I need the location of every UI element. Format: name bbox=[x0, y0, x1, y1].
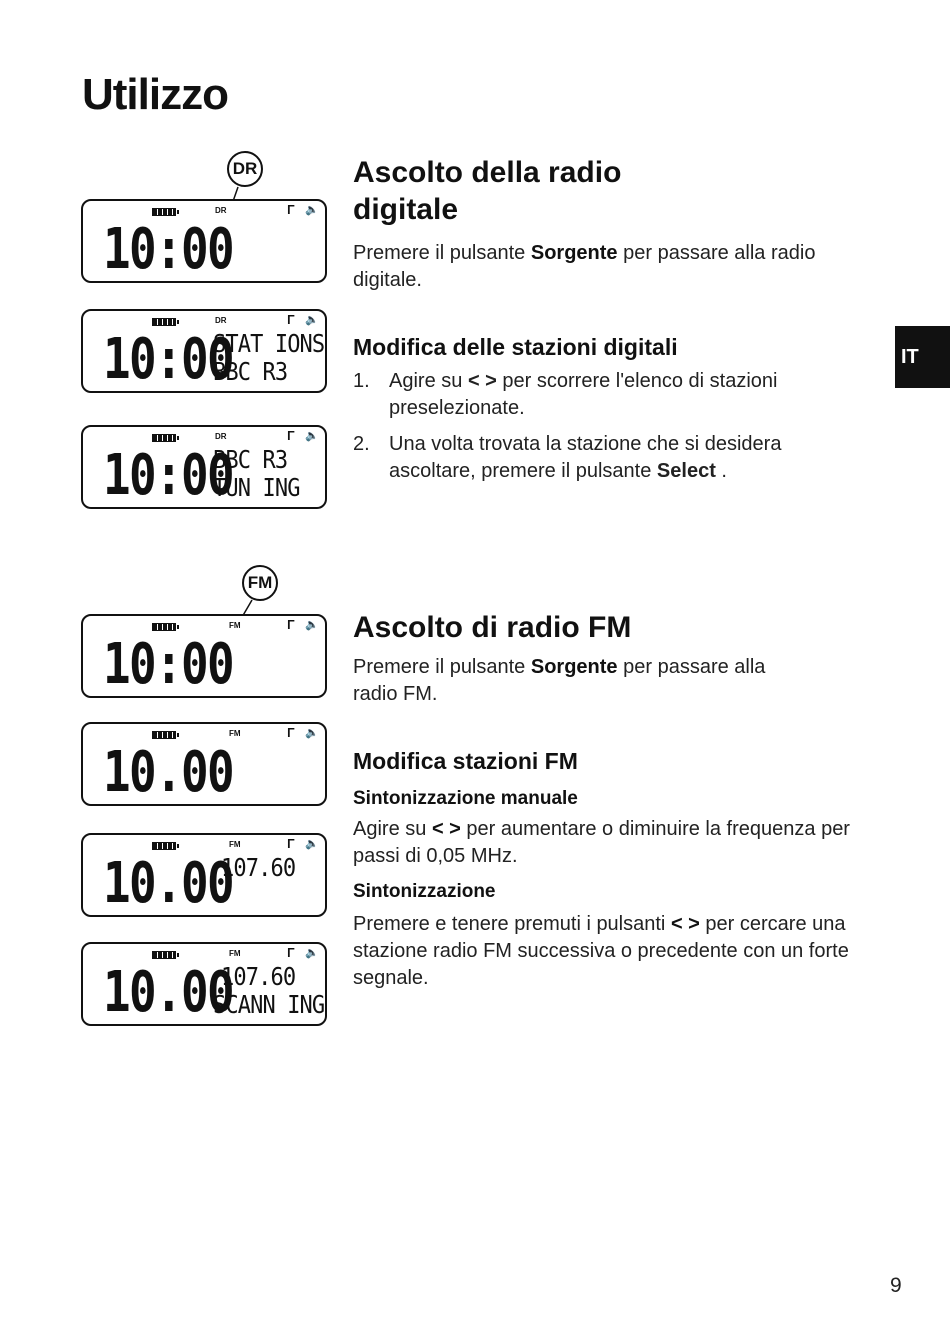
display-line-1: 107.60 bbox=[221, 962, 296, 991]
display-line-2: TUN ING bbox=[213, 473, 300, 502]
battery-icon bbox=[152, 842, 176, 850]
signal-icon: 𝚪 bbox=[287, 313, 295, 327]
battery-icon bbox=[152, 434, 176, 442]
fm-display-2 bbox=[81, 722, 327, 806]
language-tab-label: IT bbox=[901, 345, 919, 368]
fm-source-badge: FM bbox=[242, 565, 278, 601]
display-time: 10.00 bbox=[103, 851, 234, 916]
fm-section-title: Ascolto di radio FM bbox=[353, 611, 632, 644]
battery-icon bbox=[152, 731, 176, 739]
fm-section bbox=[353, 609, 863, 992]
signal-icon: 𝚪 bbox=[287, 837, 295, 851]
manual-tuning-text: Agire su < > per aumentare o diminuire la frequenza per passi di 0,05 MHz. bbox=[353, 818, 850, 867]
list-item: 1. Agire su < > per scorrere l'elenco di stazioni preselezionate. bbox=[353, 370, 778, 419]
dab-section bbox=[353, 154, 863, 485]
page-number: 9 bbox=[890, 1274, 902, 1297]
fm-display-1 bbox=[81, 614, 327, 698]
page-title: Utilizzo bbox=[82, 70, 228, 119]
source-indicator: FM bbox=[229, 729, 241, 738]
source-indicator: DR bbox=[215, 206, 227, 215]
battery-icon bbox=[152, 951, 176, 959]
dab-steps bbox=[353, 368, 823, 485]
fm-intro: Premere il pulsante Sorgente per passare alla radio FM. bbox=[353, 656, 766, 705]
source-indicator: FM bbox=[229, 621, 241, 630]
source-indicator: DR bbox=[215, 316, 227, 325]
speaker-icon: 🔈 bbox=[305, 314, 319, 326]
source-indicator: FM bbox=[229, 949, 241, 958]
language-tab bbox=[895, 326, 950, 388]
dab-display-1 bbox=[81, 199, 327, 283]
list-item: 2. Una volta trovata la stazione che si desidera ascoltare, premere il pulsante Select . bbox=[353, 433, 782, 482]
battery-icon bbox=[152, 623, 176, 631]
display-line-2: SCANN ING bbox=[213, 990, 325, 1019]
dab-subsection-title: Modifica delle stazioni digitali bbox=[353, 334, 678, 360]
battery-icon bbox=[152, 318, 176, 326]
signal-icon: 𝚪 bbox=[287, 203, 295, 217]
dab-display-2 bbox=[81, 309, 327, 393]
signal-icon: 𝚪 bbox=[287, 618, 295, 632]
signal-icon: 𝚪 bbox=[287, 429, 295, 443]
fm-display-3 bbox=[81, 833, 327, 917]
dab-display-3 bbox=[81, 425, 327, 509]
display-line-1: 107.60 bbox=[221, 853, 296, 882]
display-time: 10:00 bbox=[103, 327, 234, 392]
dab-source-badge: DR bbox=[227, 151, 263, 187]
source-indicator: FM bbox=[229, 840, 241, 849]
signal-icon: 𝚪 bbox=[287, 946, 295, 960]
speaker-icon: 🔈 bbox=[305, 947, 319, 959]
display-time: 10.00 bbox=[103, 960, 234, 1025]
signal-icon: 𝚪 bbox=[287, 726, 295, 740]
display-time: 10.00 bbox=[103, 740, 234, 805]
speaker-icon: 🔈 bbox=[305, 619, 319, 631]
display-line-1: STAT IONS bbox=[213, 329, 325, 358]
dab-intro: Premere il pulsante Sorgente per passare alla radio digitale. bbox=[353, 242, 816, 291]
display-line-1: BBC R3 bbox=[213, 445, 288, 474]
auto-tuning-text: Premere e tenere premuti i pulsanti < > per cercare una stazione radio FM successiva o precedente con un forte segnale. bbox=[353, 913, 849, 989]
speaker-icon: 🔈 bbox=[305, 838, 319, 850]
auto-tuning-title: Sintonizzazione bbox=[353, 881, 496, 902]
dab-section-title: Ascolto della radio digitale bbox=[353, 156, 622, 226]
display-time: 10:00 bbox=[103, 217, 234, 282]
speaker-icon: 🔈 bbox=[305, 430, 319, 442]
fm-subsection-title: Modifica stazioni FM bbox=[353, 748, 578, 774]
source-indicator: DR bbox=[215, 432, 227, 441]
speaker-icon: 🔈 bbox=[305, 204, 319, 216]
display-time: 10:00 bbox=[103, 632, 234, 697]
display-time: 10:00 bbox=[103, 443, 234, 508]
display-line-2: BBC R3 bbox=[213, 357, 288, 386]
battery-icon bbox=[152, 208, 176, 216]
speaker-icon: 🔈 bbox=[305, 727, 319, 739]
manual-tuning-title: Sintonizzazione manuale bbox=[353, 788, 578, 809]
fm-display-4 bbox=[81, 942, 327, 1026]
